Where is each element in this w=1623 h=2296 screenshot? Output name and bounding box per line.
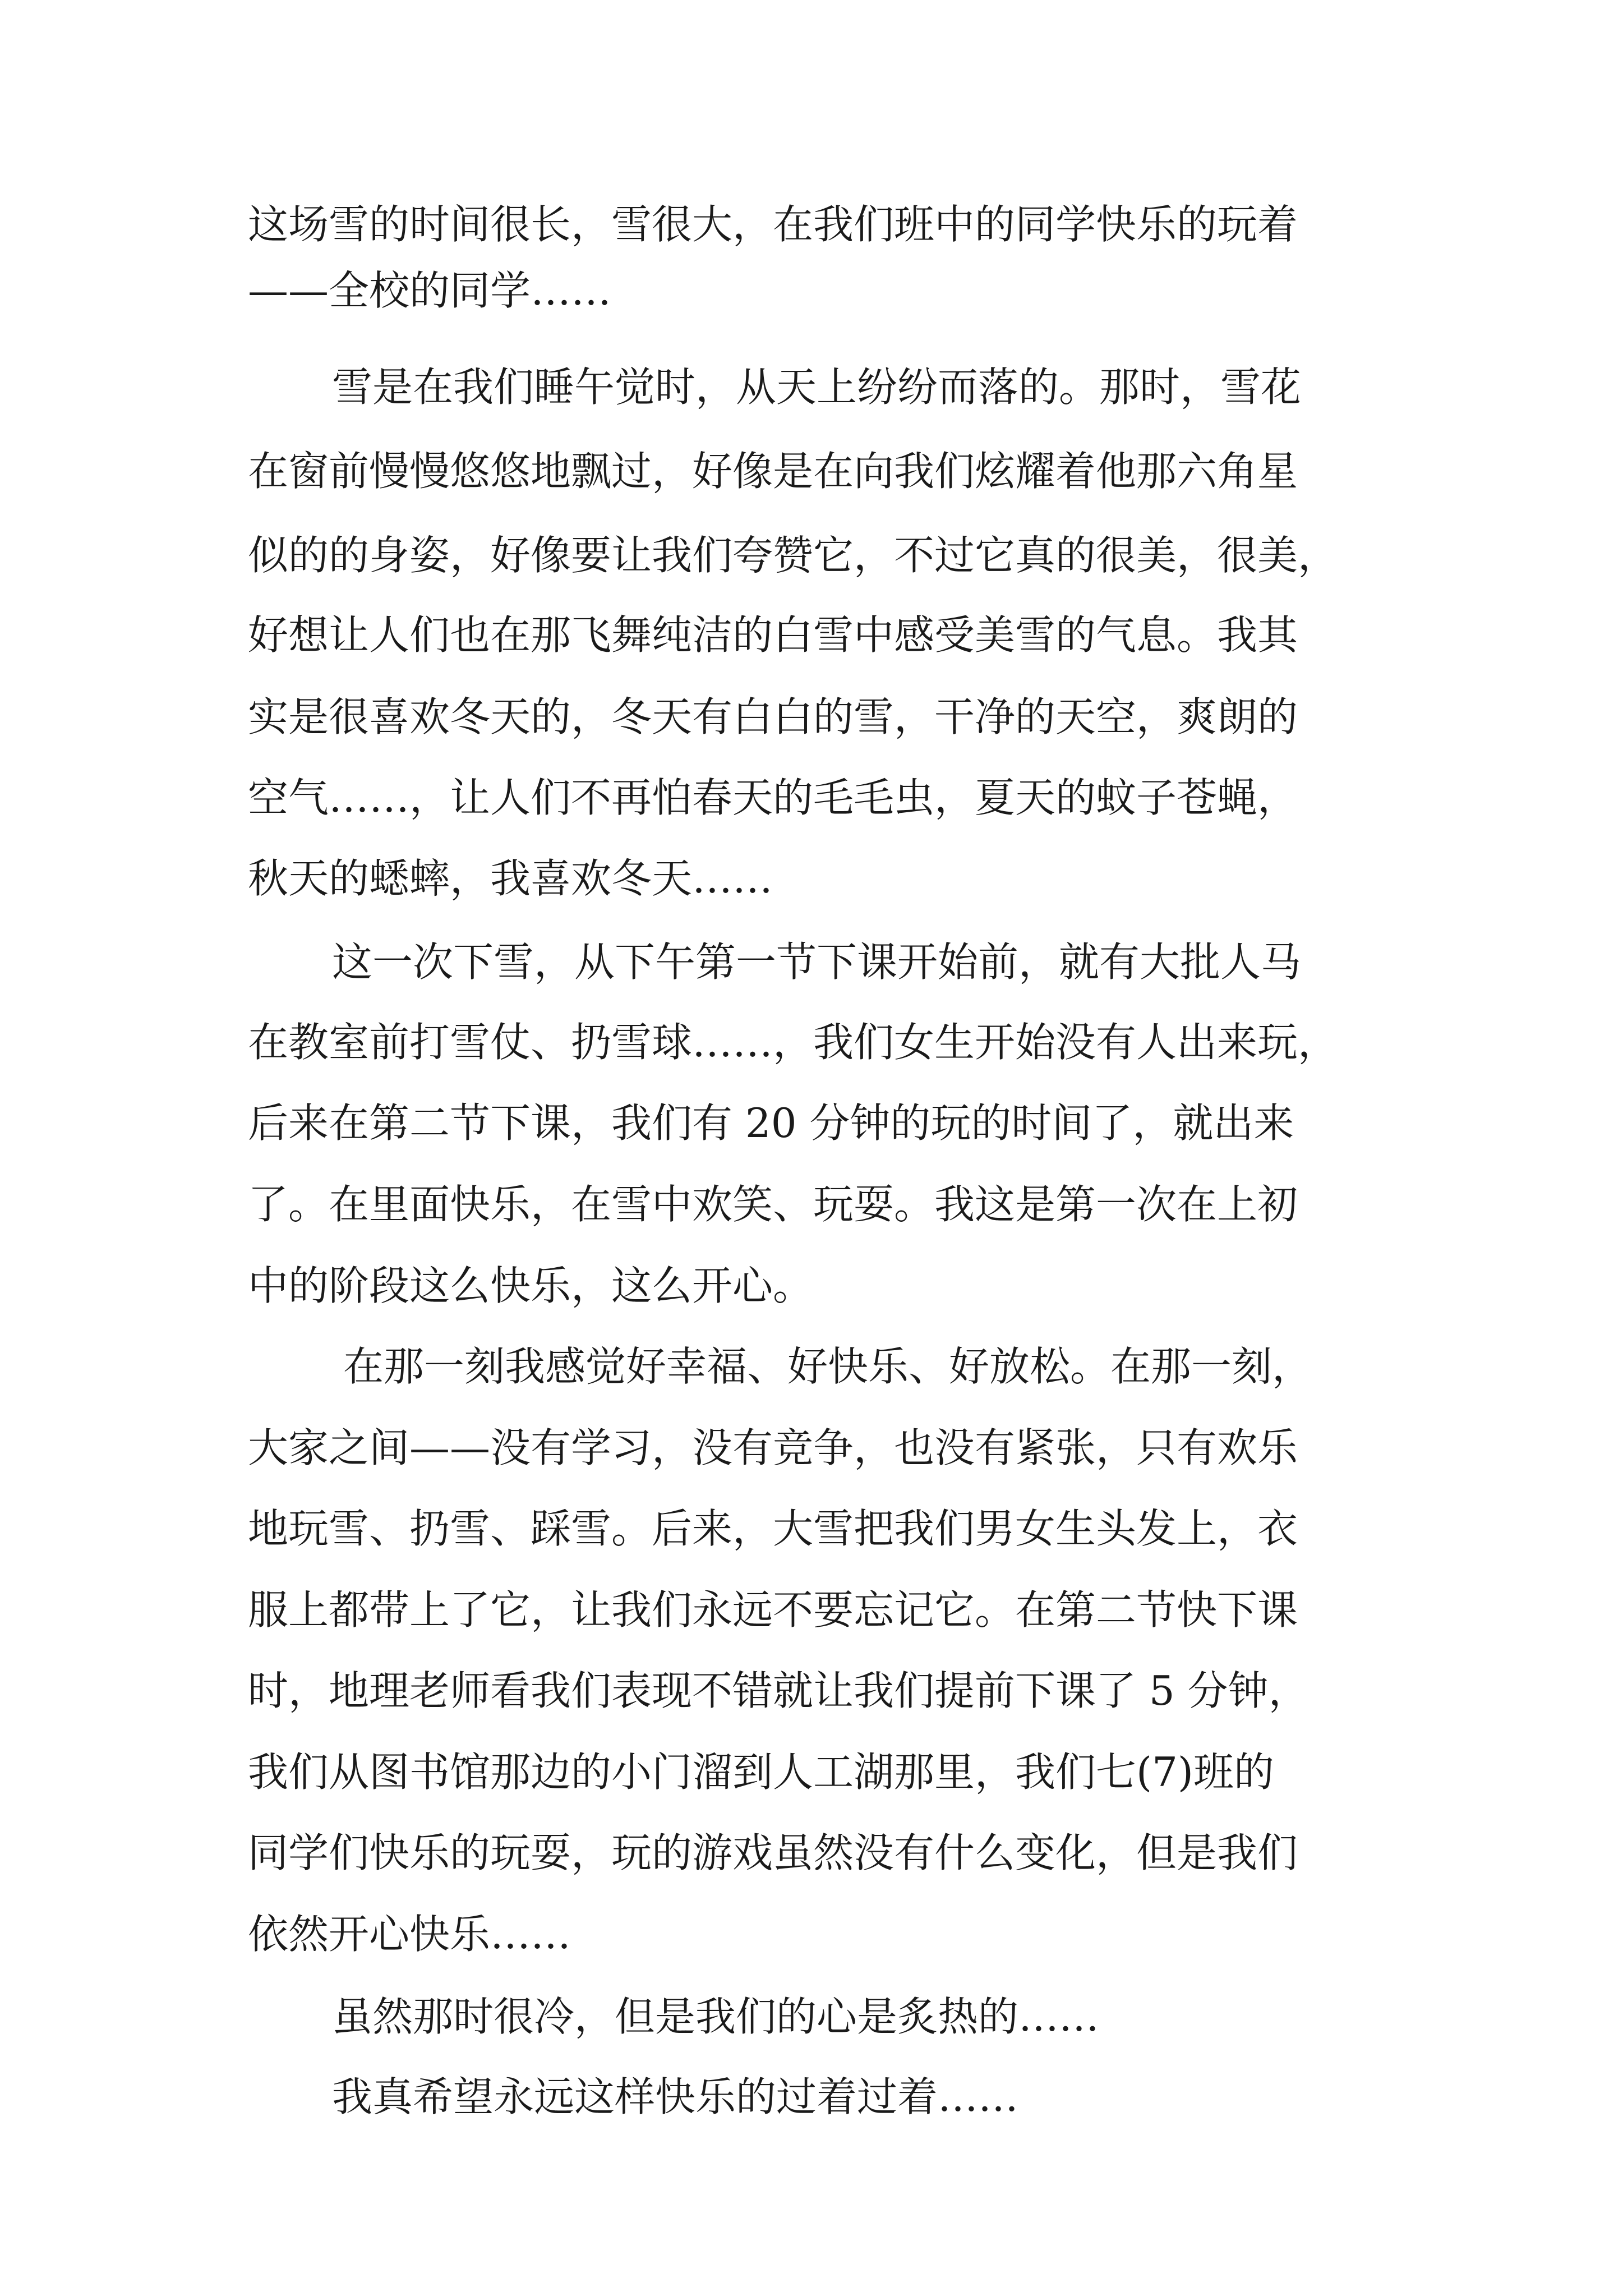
text-line: 这一次下雪，从下午第一节下课开始前，就有大批人马 bbox=[332, 938, 1302, 986]
text-line: 这场雪的时间很长，雪很大，在我们班中的同学快乐的玩着 bbox=[248, 201, 1298, 248]
text-line: 虽然那时很冷，但是我们的心是炙热的…… bbox=[332, 1993, 1100, 2040]
text-line: 时，地理老师看我们表现不错就让我们提前下课了 5 分钟， bbox=[248, 1667, 1309, 1714]
text-line: 我们从图书馆那边的小门溜到人工湖那里，我们七(7)班的 bbox=[248, 1749, 1274, 1796]
text-line: 服上都带上了它，让我们永远不要忘记它。在第二节快下课 bbox=[248, 1586, 1298, 1634]
text-line: 在窗前慢慢悠悠地飘过，好像是在向我们炫耀着他那六角星 bbox=[248, 448, 1298, 495]
text-line: ——全校的同学…… bbox=[248, 267, 612, 314]
text-line: 实是很喜欢冬天的，冬天有白白的雪，干净的天空，爽朗的 bbox=[248, 693, 1298, 740]
text-line: 依然开心快乐…… bbox=[248, 1911, 571, 1958]
text-line: 空气……，让人们不再怕春天的毛毛虫，夏天的蚊子苍蝇， bbox=[248, 774, 1298, 821]
text-line: 中的阶段这么快乐，这么开心。 bbox=[248, 1262, 814, 1309]
text-line: 大家之间——没有学习，没有竞争，也没有紧张，只有欢乐 bbox=[248, 1424, 1298, 1471]
text-line: 在教室前打雪仗、扔雪球……，我们女生开始没有人出来玩， bbox=[248, 1019, 1339, 1066]
text-line: 好想让人们也在那飞舞纯洁的白雪中感受美雪的气息。我其 bbox=[248, 611, 1298, 659]
text-line: 在那一刻我感觉好幸福、好快乐、好放松。在那一刻， bbox=[343, 1343, 1313, 1390]
text-line: 秋天的蟋蟀，我喜欢冬天…… bbox=[248, 855, 773, 902]
text-line: 了。在里面快乐，在雪中欢笑、玩耍。我这是第一次在上初 bbox=[248, 1181, 1298, 1228]
text-line: 似的的身姿，好像要让我们夸赞它，不过它真的很美，很美， bbox=[248, 532, 1339, 579]
text-line: 地玩雪、扔雪、踩雪。后来，大雪把我们男女生头发上，衣 bbox=[248, 1505, 1298, 1552]
text-line: 雪是在我们睡午觉时，从天上纷纷而落的。那时，雪花 bbox=[332, 364, 1302, 411]
text-line: 我真希望永远这样快乐的过着过着…… bbox=[332, 2073, 1019, 2120]
text-line: 同学们快乐的玩耍，玩的游戏虽然没有什么变化，但是我们 bbox=[248, 1829, 1298, 1876]
text-line: 后来在第二节下课，我们有 20 分钟的玩的时间了，就出来 bbox=[248, 1099, 1294, 1147]
